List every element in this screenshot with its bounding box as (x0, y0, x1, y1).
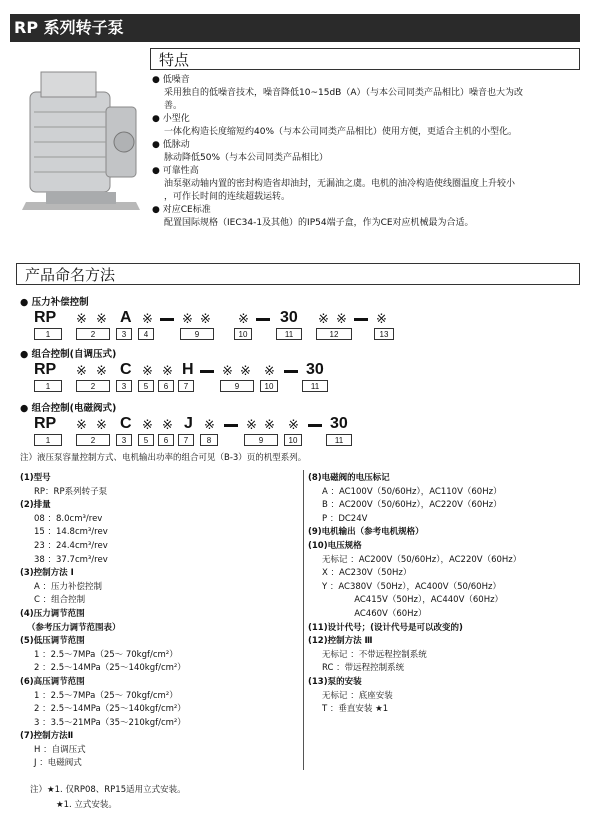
box-row-1 (34, 328, 414, 342)
position-box: 3 (116, 328, 132, 340)
code-token: ※ (240, 363, 251, 378)
spec-item: 无标记 ：底座安装 (322, 690, 393, 701)
spec-heading: (1)型号 (20, 473, 51, 483)
spec-item: 3 ：3.5～21MPa（35～210kgf/cm²） (34, 717, 186, 728)
position-box: 2 (76, 328, 110, 340)
position-box: 10 (260, 380, 278, 392)
code-token: ※ (288, 417, 299, 432)
features-list (152, 74, 582, 230)
code-token: ※ (142, 311, 153, 326)
naming-header: 产品命名方法 (16, 263, 580, 285)
code-token: RP (34, 415, 57, 432)
code-token: ※ (162, 417, 173, 432)
position-box: 13 (374, 328, 394, 340)
position-box: 8 (200, 434, 218, 446)
code-token: ※ (222, 363, 233, 378)
position-box: 7 (178, 434, 194, 446)
position-box: 6 (158, 380, 174, 392)
bullet-icon: ● (152, 140, 163, 150)
spec-item: AC415V（50Hz），AC440V（60Hz） (354, 595, 504, 606)
code-token: ※ (76, 311, 87, 326)
spec-heading: (2)排量 (20, 500, 51, 511)
group-label-pressure-comp: ● 压力补偿控制 (20, 297, 89, 308)
box-row-3 (34, 434, 414, 448)
feature-description: 配置国际规格（IEC34-1及其他）的IP54端子盒，作为CE对应机械最为合适。 (164, 218, 474, 228)
bullet-icon: ● (152, 166, 163, 176)
features-header: 特点 (150, 48, 580, 70)
code-token: J (184, 415, 193, 432)
spec-item: 23 ：24.4cm³/rev (34, 540, 108, 551)
spec-heading: (10)电压规格 (308, 540, 362, 551)
position-box: 11 (302, 380, 328, 392)
position-box: 3 (116, 434, 132, 446)
code-dash (224, 424, 238, 427)
pump-photo (16, 52, 146, 227)
bullet-icon: ● (152, 114, 163, 124)
code-token: ※ (246, 417, 257, 432)
code-token: C (120, 361, 132, 378)
code-token: ※ (96, 363, 107, 378)
spec-item: A ：压力补偿控制 (34, 581, 103, 592)
spec-item: P ：DC24V (322, 513, 368, 524)
position-box: 7 (178, 380, 194, 392)
code-token: 30 (306, 361, 324, 378)
spec-item: RP：RP系列转子泵 (34, 486, 108, 497)
feature-title: ● 可靠性高 (152, 166, 199, 176)
spec-heading: (12)控制方法 Ⅲ (308, 636, 373, 647)
code-token: ※ (336, 311, 347, 326)
position-box: 9 (180, 328, 214, 340)
code-row-3 (34, 415, 414, 435)
spec-item: RC ：带远程控制系统 (322, 663, 405, 674)
code-dash (160, 318, 174, 321)
position-box: 2 (76, 434, 110, 446)
spec-item: B ：AC200V（50/60Hz），AC220V（60Hz） (322, 500, 502, 511)
code-token: ※ (142, 363, 153, 378)
position-box: 3 (116, 380, 132, 392)
spec-item: AC460V（60Hz） (354, 608, 427, 619)
position-box: 2 (76, 380, 110, 392)
spec-item: 38 ：37.7cm³/rev (34, 554, 108, 565)
code-token: ※ (264, 363, 275, 378)
position-box: 5 (138, 434, 154, 446)
code-token: ※ (142, 417, 153, 432)
spec-item: 15 ：14.8cm³/rev (34, 527, 108, 538)
spec-item: H ：自调压式 (34, 744, 86, 755)
spec-heading: (4)压力调节范围 (20, 608, 85, 619)
code-token: ※ (204, 417, 215, 432)
spec-item: J ：电磁阀式 (34, 758, 82, 769)
footnote-1: 注）★1. 仅RP08、RP15适用立式安装。 (30, 785, 186, 795)
spec-item: 无标记 ：不带远程控制系统 (322, 649, 427, 660)
position-box: 1 (34, 328, 62, 340)
spec-item: 1 ：2.5～7MPa（25～ 70kgf/cm²） (34, 690, 178, 701)
spec-item: C ：组合控制 (34, 595, 86, 606)
footnote-2: ★1. 立式安装。 (56, 800, 117, 810)
position-box: 9 (244, 434, 278, 446)
spec-item: Y ：AC380V（50Hz），AC400V（50/60Hz） (322, 581, 501, 592)
box-row-2 (34, 380, 414, 394)
code-token: ※ (76, 417, 87, 432)
position-box: 10 (234, 328, 252, 340)
naming-note: 注）液压泵容量控制方式、电机输出功率的组合可见（B-3）页的机型系列。 (20, 453, 307, 463)
position-box: 12 (316, 328, 352, 340)
position-box: 11 (326, 434, 352, 446)
code-token: ※ (264, 417, 275, 432)
position-box: 6 (158, 434, 174, 446)
spec-item: 2 ：2.5～14MPa（25～140kgf/cm²） (34, 663, 186, 674)
feature-title: ● 低脉动 (152, 140, 190, 150)
feature-title: ● 小型化 (152, 114, 190, 124)
code-dash (256, 318, 270, 321)
code-dash (200, 370, 214, 373)
spec-item: X ：AC230V（50Hz） (322, 568, 412, 579)
spec-heading: (8)电磁阀的电压标记 (308, 473, 390, 483)
code-token: RP (34, 361, 57, 378)
feature-title: ● 对应CE标准 (152, 205, 211, 215)
code-token: RP (34, 309, 57, 326)
spec-item: 08 ：8.0cm³/rev (34, 513, 103, 524)
spec-item: 2 ：2.5～14MPa（25～140kgf/cm²） (34, 704, 186, 715)
code-token: ※ (318, 311, 329, 326)
code-token: ※ (96, 311, 107, 326)
code-token: ※ (376, 311, 387, 326)
code-token: ※ (182, 311, 193, 326)
position-box: 5 (138, 380, 154, 392)
position-box: 4 (138, 328, 154, 340)
position-box: 11 (276, 328, 302, 340)
spec-item: A ：AC100V（50/60Hz），AC110V（60Hz） (322, 486, 502, 497)
code-dash (284, 370, 298, 373)
spec-item: 1 ：2.5～7MPa（25～ 70kgf/cm²） (34, 649, 178, 660)
spec-heading: （参考压力调节范围表） (27, 622, 121, 633)
feature-description: 脉动降低50%（与本公司同类产品相比） (164, 153, 329, 163)
code-token: ※ (96, 417, 107, 432)
feature-description: 油泵驱动轴内置的密封构造省却油封，无漏油之虞。电机的油冷构造使线圈温度上升较小 (164, 179, 516, 189)
spec-heading: (13)泵的安装 (308, 676, 362, 687)
position-box: 9 (220, 380, 254, 392)
code-token: H (182, 361, 194, 378)
code-token: C (120, 415, 132, 432)
feature-description: 一体化构造长度缩短约40%（与本公司同类产品相比）使用方便，更适合主机的小型化。 (164, 127, 518, 137)
spec-left-column (20, 472, 300, 771)
position-box: 1 (34, 380, 62, 392)
feature-description: 采用独自的低噪音技术，噪音降低10~15dB（A）（与本公司同类产品相比）噪音也大为改 (164, 88, 523, 98)
group-label-combo-solenoid: ● 组合控制(电磁阀式) (20, 403, 117, 414)
page-title: RP 系列转子泵 (10, 14, 580, 42)
position-box: 1 (34, 434, 62, 446)
column-divider (303, 470, 304, 770)
code-token: ※ (162, 363, 173, 378)
code-token: 30 (280, 309, 298, 326)
code-token: 30 (330, 415, 348, 432)
code-row-2 (34, 361, 414, 381)
spec-heading: (11)设计代号；(设计代号是可以改变的) (308, 622, 463, 633)
code-token: ※ (200, 311, 211, 326)
spec-item: 无标记 ：AC200V（50/60Hz），AC220V（60Hz） (322, 554, 522, 565)
code-dash (354, 318, 368, 321)
spec-heading: (7)控制方法Ⅱ (20, 731, 74, 742)
feature-title: ● 低噪音 (152, 75, 190, 85)
bullet-icon: ● (152, 75, 163, 85)
spec-right-column (308, 472, 588, 717)
bullet-icon: ● (152, 205, 163, 215)
position-box: 10 (284, 434, 302, 446)
spec-item: T ：垂直安装 ★1 (322, 704, 389, 715)
code-token: A (120, 309, 132, 326)
spec-heading: (3)控制方法 Ⅰ (20, 568, 74, 579)
code-token: ※ (238, 311, 249, 326)
spec-heading: (6)高压调节范围 (20, 676, 85, 687)
code-token: ※ (76, 363, 87, 378)
spec-heading: (5)低压调节范围 (20, 636, 85, 647)
feature-description: ，可作长时间的连续超载运转。 (164, 192, 291, 202)
code-row-1 (34, 309, 414, 329)
group-label-combo-self: ● 组合控制(自调压式) (20, 349, 117, 360)
spec-heading: (9)电机输出（参考电机规格） (308, 527, 424, 538)
code-dash (308, 424, 322, 427)
feature-description: 善。 (164, 101, 183, 111)
